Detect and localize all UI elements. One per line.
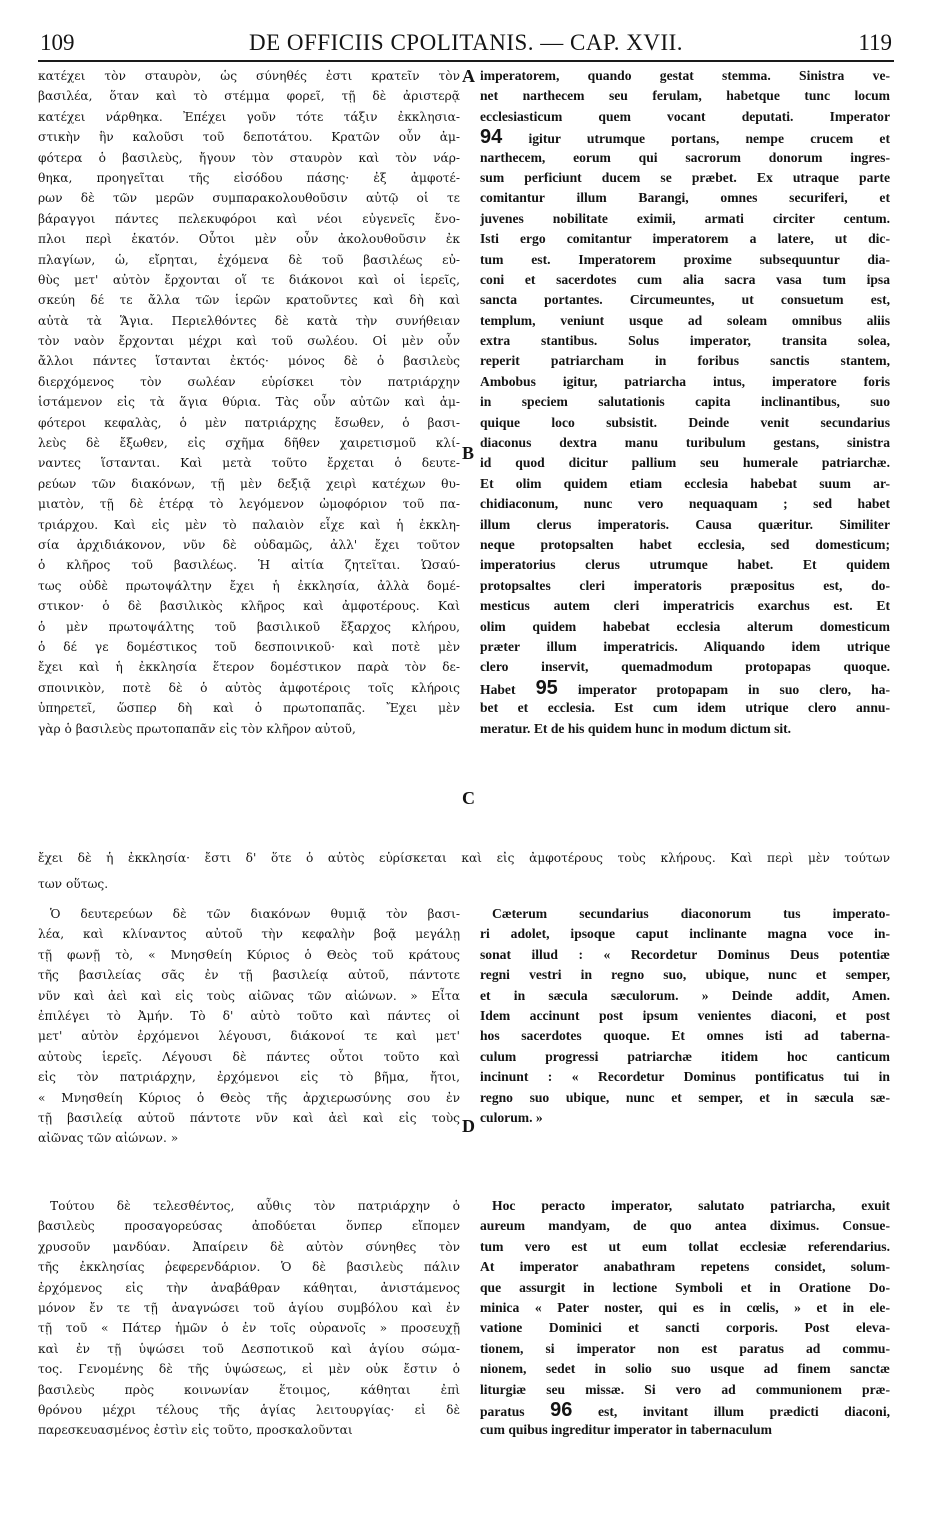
text-line: χρυσοῦν μανδύαν. Ἀπαίρειν δὲ αὐτὸν σύνηθες τὸν — [38, 1239, 460, 1254]
text-line: Isti ergo comitantur imperatorem a latere, ut dic- — [480, 231, 890, 247]
text-line: Idem accinunt post ipsum venientes diaconi, et post — [480, 1007, 890, 1023]
text-line: Τούτου δὲ τελεσθέντος, αὖθις τὸν πατριάρχην ὁ — [50, 1199, 460, 1213]
text-line: ὁ κλῆρος τοῦ βασιλέως. Ἡ αἰτία ζητεῖται. Ὡσαύ- — [38, 558, 460, 573]
text-line: regno suo ubique, nunc et semper, et in sæcula sæ- — [480, 1089, 890, 1105]
text-line: mesticus autem cleri imperatricis exarchus est. Et — [480, 598, 890, 614]
text-line: aureum mandyam, de quo antea diximus. Consue- — [480, 1218, 890, 1234]
page-number-right: 119 — [858, 30, 892, 55]
text-line: culum progressi patriarchæ itidem hoc canticum — [480, 1048, 890, 1064]
greek-block-1-end — [38, 874, 460, 894]
text-line: chidiaconum, nunc vero nequaquam ; sed habet — [480, 496, 890, 512]
greek-column-block-3 — [38, 1196, 460, 1441]
text-line: τῆς ἐκκλησίας ῥεφερενδάριον. Ὁ δὲ βασιλεὺς πάλιν — [38, 1260, 460, 1275]
text-line: templum, veniunt usque ad soleam omnibus aliis — [480, 312, 890, 328]
section-number-96: 96 — [550, 1399, 573, 1421]
text-line: στικον· ὁ δὲ βασιλικὸς κλῆρος καὶ ἀμφοτέρους. Καὶ — [38, 599, 460, 614]
text-line: θρόνου μέχρι τέλους τῆς ἁγίας λειτουργίας· εἰ δὲ — [38, 1402, 460, 1417]
text-line: τῇ τοῦ « Πάτερ ἡμῶν ὁ ἐν τοῖς οὐρανοῖς » προσευχῇ — [38, 1321, 460, 1336]
text-line: Habet 95 imperator protopapam in suo clero, ha- — [480, 677, 890, 699]
text-line: reperit patriarcham in foribus sanctis stantem, — [480, 353, 890, 369]
text-line: Cæterum secundarius diaconorum tus imperato- — [492, 906, 890, 921]
text-line: αὐτὰ τὰ Ἅγια. Περιελθόντες δὲ κατὰ τὴν συνήθειαν — [38, 313, 460, 328]
text-line: τῇ φωνῇ τὸ, « Μνησθείη Κύριος ὁ Θεὸς τοῦ κράτους — [38, 947, 460, 962]
section-number-94: 94 — [480, 127, 503, 148]
text-line: τὸν ναὸν ἔρχονται μέχρι καὶ τοῦ σωλέου. Οἱ μὲν οὖν — [38, 334, 460, 349]
margin-letter-d: D — [462, 1116, 475, 1136]
text-line: παρεσκευασμένος ἐστὶν εἰς τοῦτο, προσκαλοῦνται — [38, 1423, 353, 1438]
margin-letter-c: C — [462, 788, 475, 808]
text-line: sum perficiunt ducem se præbet. Ex utraque parte — [480, 169, 890, 185]
text-line: κατέχει τὸν σταυρὸν, ὡς σύνηθές ἐστι κρατεῖν τὸν — [38, 69, 460, 83]
text-line: nionem, sedet in solio suo usque ad finem sanctæ — [480, 1361, 890, 1377]
text-line: sancta portantes. Circumeuntes, ut consuetum est, — [480, 292, 890, 308]
text-line: paratus 96 est, invitant illum prædicti diaconi, — [480, 1399, 890, 1421]
greek-column-block-1 — [38, 66, 460, 739]
text-line: καὶ ἐν τῇ ὑψώσει τοῦ Δεσποτικοῦ καὶ ἁγίου σώμα- — [38, 1341, 460, 1356]
text-line: net narthecem seu ferulam, habetque tunc locum — [480, 88, 890, 104]
text-line: σία ἀρχιδιάκονον, νῦν δὲ οὐδαμῶς, ἀλλ' ἔχει τοῦτον — [38, 537, 460, 552]
page-number-left: 109 — [40, 30, 75, 55]
text-line: bet et ecclesia. Est cum idem utrique clero annu- — [480, 700, 890, 716]
text-line: ἱστάμενον εἰς τὰ ἅγια θύρια. Τὰς οὖν αὐτῶν καὶ ἀμ- — [38, 395, 460, 410]
text-line: At imperator anabathram repetens considet, solum- — [480, 1259, 890, 1275]
text-line: comitantur illum Barangi, omnes securiferi, et — [480, 190, 890, 206]
text-line: diaconus dextra manu turibulum gestans, sinistra — [480, 435, 890, 451]
text-line: ri adolet, ipsoque caput inclinante magna voce in- — [480, 926, 890, 942]
latin-column-block-2 — [480, 904, 890, 1128]
text-line: extra stantibus. Solus imperator, transita solea, — [480, 333, 890, 349]
text-line: θὺς μετ' αὐτὸν ἔρχονται οἵ τε διάκονοι καὶ οἱ ἱερεῖς, — [38, 272, 460, 287]
text-line: γὰρ ὁ βασιλεὺς πρωτοπαπᾶν εἰς τὸν κλῆρον αὐτοῦ, — [38, 721, 356, 736]
text-line: narthecem, eorum qui sacrorum donorum ingres- — [480, 149, 890, 165]
text-line: ὁ μὲν πρωτοψάλτης τοῦ βασιλικοῦ ἔξαρχος κλήρου, — [38, 619, 460, 634]
text-line: Et olim quidem etiam ecclesia habebat suum ar- — [480, 475, 890, 491]
text-line: minica « Pater noster, qui es in cœlis, » et in ele- — [480, 1299, 890, 1315]
text-line: ἐπιλέγει τὸ Ἀμήν. Τὸ δ' αὐτὸ τοῦτο καὶ πάντες οἱ — [38, 1008, 460, 1023]
text-line: ἄλλοι πάντες ἵστανται ἐκτός· μόνος δὲ ὁ βασιλεὺς — [38, 354, 460, 369]
text-line: tum est. Imperatorem proxime subsequuntur dia- — [480, 251, 890, 267]
margin-letter-a: A — [462, 66, 475, 86]
text-line: juvenes nobilitate eximii, armati circiter centum. — [480, 210, 890, 226]
text-line: sonat illud : « Recordetur Dominus Deus potentiæ — [480, 946, 890, 962]
text-line: liturgiæ seu missæ. Si vero ad communionem præ- — [480, 1381, 890, 1397]
text-line: ἔχει καὶ ἡ ἐκκλησία ἕτερον δομέστικον παρὰ τὸν δε- — [38, 660, 460, 675]
text-line: μιατὸν, τῇ δὲ ἑτέρᾳ τὸ λεγόμενον ὠμοφόριον τοῦ πα- — [38, 497, 460, 512]
text-line: φότεροι κεφαλὰς, ὁ μὲν πατριάρχης ἔσωθεν, ὁ βασι- — [38, 415, 460, 430]
text-line — [480, 127, 890, 147]
text-line: τριάρχου. Καὶ εἰς μὲν τὸ παλαιὸν εἶχε καὶ ἡ ἐκκλη- — [38, 517, 460, 532]
text-line: ρων δὲ τῶν μερῶν συμπαρακολουθοῦσιν αὐτῷ οἱ τε — [38, 191, 460, 206]
text-line: ὑπηρετεῖ, ὥσπερ δὴ καὶ ὁ πρωτοπαπᾶς. Ἔχει μὲν — [38, 701, 460, 716]
text-line: διερχόμενος τὸν σωλέαν εὑρίσκει τὸν πατριάρχην — [38, 374, 460, 389]
text-line: Ambobus igitur, patriarcha intus, imperatore foris — [480, 373, 890, 389]
text-line: quique loco subsistit. Deinde venit secundarius — [480, 414, 890, 430]
text-line: tum vero est ut eum tollat ecclesiæ referendarius. — [480, 1238, 890, 1254]
latin-column-block-1 — [480, 66, 890, 739]
page-header — [40, 30, 892, 60]
text-line: culorum. » — [480, 1109, 543, 1125]
text-line: ὁ δέ γε δομέστικος τοῦ δεσποινικοῦ· καὶ ποτὲ μὲν — [38, 639, 460, 654]
text-line: cum quibus ingreditur imperator in tabernaculum — [480, 1422, 772, 1438]
text-line: Hoc peracto imperator, salutato patriarcha, exuit — [492, 1198, 890, 1213]
text-line: regni vestri in regno suo, ubique, nunc et semper, — [480, 967, 890, 983]
latin-column-block-3 — [480, 1196, 890, 1441]
text-line: στικὴν ἣν καλοῦσι τοῦ δεποτάτου. Κρατῶν οὖν ἀμ- — [38, 130, 460, 145]
text-line: τος. Γενομένης δὲ τῆς ὑψώσεως, εἰ μὲν οὐκ ἔστιν ὁ — [38, 1362, 460, 1377]
text-line: Ὁ δευτερεύων δὲ τῶν διακόνων θυμιᾷ τὸν βασι- — [50, 907, 460, 921]
text-line: ecclesiasticum quem vocant deputati. Imperator — [480, 108, 890, 124]
text-line: βασιλεὺς πρὸς κοινωνίαν ἕτοιμος, κάθηται ἐπὶ — [38, 1382, 460, 1397]
text-line: εἰς τὸν πατριάρχην, ἐρχόμενοι εἰς τὸ βῆμα, ἤτοι, — [38, 1070, 460, 1085]
text-line: βασιλεὺς προσαγορεύσας ἀποδύεται ὅνπερ εἴπομεν — [38, 1219, 460, 1234]
text-line: τως οὐδὲ πρωτοψάλτην ἔχει ἡ ἐκκλησία, ἀλλὰ δομέ- — [38, 578, 460, 593]
text-line: βασιλέα, ὅταν καὶ τὸ στέμμα φορεῖ, τῇ δὲ ἀριστερᾷ — [38, 89, 460, 104]
text-line: ρεύων τῶν διακόνων, τῇ μὲν δεξιᾷ χειρὶ κατέχων θυ- — [38, 476, 460, 491]
text-line: ναντες ἵστανται. Καὶ μετὰ τοῦτο ἔρχεται ὁ δευτε- — [38, 456, 460, 471]
running-title: DE OFFICIIS CPOLITANIS. — CAP. XVII. — [248, 30, 684, 55]
text-line: clero inservit, quemadmodum protopapas quoque. — [480, 659, 890, 675]
text-line: vatione Dominici et sancti corporis. Post eleva- — [480, 1320, 890, 1336]
text-line: πλοι περὶ ἑκατόν. Οὗτοι μὲν οὖν ἀκολουθοῦσιν ἐκ — [38, 232, 460, 247]
text-line: τῆς βασιλείας σᾶς ἐν τῇ βασιλείᾳ αὐτοῦ, πάντοτε — [38, 968, 460, 983]
text-line: meratur. Et de his quidem hunc in modum dictum sit. — [480, 720, 792, 736]
text-line: σκεύη δέ τε ἄλλα τῶν ἱερῶν κρατοῦντες καὶ δὴ καὶ — [38, 293, 460, 308]
greek-column-block-2 — [38, 904, 460, 1149]
text-line: incinunt : « Recordetur Dominus pontificatus tui in — [480, 1069, 890, 1085]
text-line: αἰῶνας τῶν αἰώνων. » — [38, 1131, 179, 1146]
text-line: κατέχει νάρθηκα. Ἐπέχει γοῦν τότε τάξιν ἐκκλησια- — [38, 109, 460, 124]
text-line: neque protopsalten habet ecclesia, sed domesticum; — [480, 536, 890, 552]
full-width-greek-line: ἔχει δὲ ἡ ἐκκλησία· ἔστι δ' ὅτε ὁ αὐτὸς εὑρίσκεται καὶ εἰς ἀμφοτέρους τοὺς κλήρους. Καὶ περὶ μὲν τούτων — [38, 851, 890, 865]
text-line: μετ' αὐτὸν ἐρχόμενοι λέγουσι, διάκονοί τε καὶ μετ' — [38, 1029, 460, 1044]
text-line: præter illum imperatricis. Aliquando idem utrique — [480, 638, 890, 654]
text-line: νῦν καὶ ἀεὶ καὶ εἰς τοὺς αἰῶνας τῶν αἰώνων. » Εἶτα — [38, 988, 460, 1003]
text-line: id quod dicitur pallium seu humerale patriarchæ. — [480, 455, 890, 471]
text-line: que assurgit in lectione Symboli et in Oratione Do- — [480, 1279, 890, 1295]
text-line: ἐρχόμενος εἰς τὴν ἀναβάθραν κάθηται, ἀνιστάμενος — [38, 1280, 460, 1295]
text-line: protopsaltes cleri imperatoris præpositus est, do- — [480, 577, 890, 593]
text-line: et in sæcula sæculorum. » Deinde addit, Amen. — [480, 987, 890, 1003]
text-line: hos sacerdotes quoque. Et omnes isti ad taberna- — [480, 1028, 890, 1044]
section-number-95: 95 — [535, 677, 558, 699]
text-line: σποινικὸν, ποτὲ δὲ ὁ αὐτὸς ἀμφοτέροις τοῖς κλήροις — [38, 680, 460, 695]
text-line: λέα, καὶ κλίναντος αὐτοῦ τὴν κεφαλὴν βοᾷ μεγάλῃ — [38, 927, 460, 942]
text-line: αὐτοὺς ἱερεῖς. Λέγουσι δὲ πάντες οὗτοι τοῦτο καὶ — [38, 1049, 460, 1064]
text-line: των οὕτως. — [38, 877, 109, 891]
text-line: πλαγίων, ὡ, εἴρηται, ἐχόμενα δὲ τοῦ βασιλέως εὐ- — [38, 252, 460, 267]
text-line: imperatorius clerus utrumque habet. Et quidem — [480, 557, 890, 573]
text-line: tionem, si imperator non est paratus ad commu- — [480, 1340, 890, 1356]
text-line: coni et sacerdotes cum alia sacra vasa tum ipsa — [480, 271, 890, 287]
text-line: θηκα, προηγεῖται τῆς εἰσόδου πάσης· ἐξ ἀμφοτέ- — [38, 170, 460, 185]
text-line: illum clerus imperatoris. Causa quæritur. Similiter — [480, 516, 890, 532]
text-line: « Μνησθείη Κύριος ὁ Θεὸς τῆς ἀρχιερωσύνης σου ἐν — [38, 1090, 460, 1105]
text-line: in speciem salutationis capita inclinantibus, suo — [480, 394, 890, 410]
text-line: βάραγγοι πάντες πελεκυφόροι καὶ νέοι εὐγενεῖς ἔνο- — [38, 211, 460, 226]
text-line: μόνον ἔν τε τῇ ἀναγνώσει τοῦ ἁγίου συμβόλου καὶ ἐν — [38, 1300, 460, 1315]
text-line: τῇ βασιλείᾳ αὐτοῦ πάντοτε νῦν καὶ ἀεὶ καὶ εἰς τοὺς — [38, 1110, 460, 1125]
text-line: olim quidem habebat ecclesia alterum domesticum — [480, 618, 890, 634]
margin-letter-b: B — [462, 443, 475, 463]
header-rule — [38, 60, 894, 62]
line-text: igitur utrumque portans, nempe crucem et — [528, 131, 890, 147]
text-line: φότερα ὁ βασιλεὺς, ἤγουν τὸν σταυρὸν καὶ τὸν νάρ- — [38, 150, 460, 165]
text-line: λεὺς δὲ ἔξωθεν, εἰς σχῆμα δῆθεν χαιρετισμοῦ κλί- — [38, 436, 460, 451]
text-line: imperatorem, quando gestat stemma. Sinistra ve- — [480, 68, 890, 83]
